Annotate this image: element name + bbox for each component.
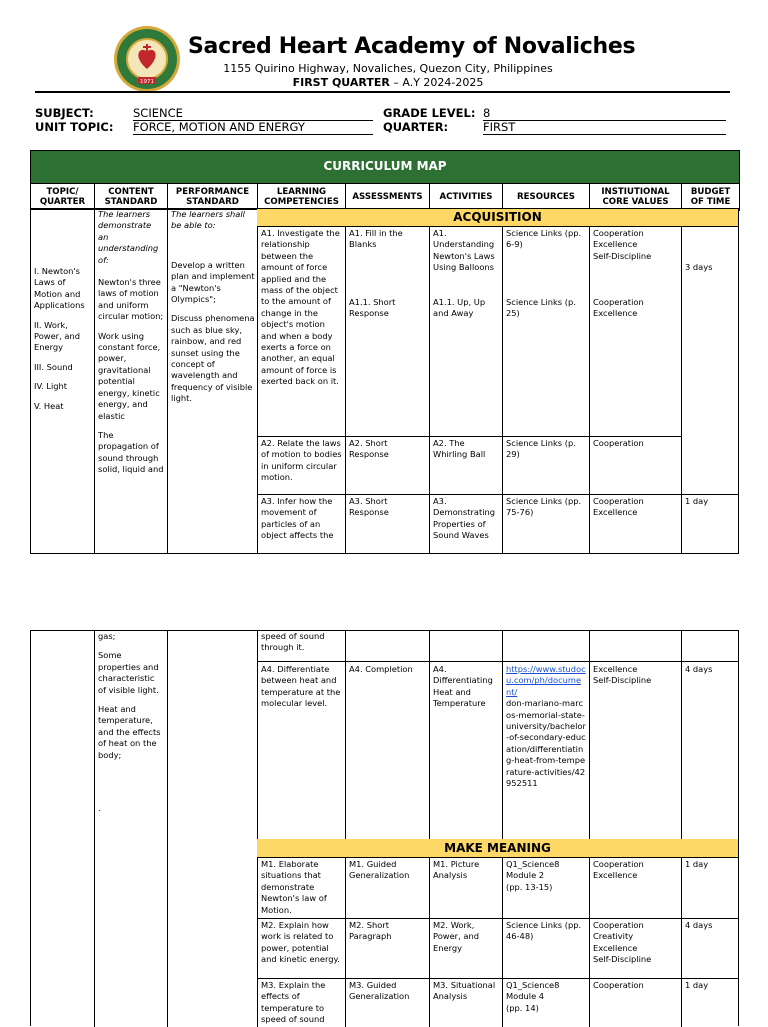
quarter-value: FIRST	[483, 120, 726, 135]
resource-a3: Science Links (pp. 75-76)	[506, 496, 582, 518]
core-values-a3: Cooperation Excellence	[593, 496, 644, 518]
unit-topic-label: UNIT TOPIC:	[35, 120, 114, 134]
resource-a1: Science Links (pp. 6-9)	[506, 228, 582, 250]
core-values-m1: Cooperation Excellence	[593, 859, 644, 881]
subject-value: SCIENCE	[133, 106, 373, 121]
budget-a1: 3 days	[685, 262, 713, 272]
performance-standard-intro: The learners shall be able to:	[171, 209, 245, 231]
core-values-m2: Cooperation Creativity Excellence Self-Discipline	[593, 920, 652, 965]
budget-a3: 1 day	[685, 496, 709, 506]
activity-a4: A4. Differentiating Heat and Temperature	[433, 664, 493, 709]
assessment-a3: A3. Short Response	[349, 496, 389, 518]
core-values-a4: Excellence Self-Discipline	[593, 664, 652, 686]
col-header-content-standard: CONTENT STANDARD	[95, 184, 168, 210]
activity-m3: M3. Situational Analysis	[433, 980, 496, 1002]
quarter-label: QUARTER:	[383, 120, 449, 134]
topic-item: I. Newton's Laws of Motion and Applications	[34, 266, 85, 311]
budget-a4: 4 days	[685, 664, 713, 674]
col-header-resources: RESOURCES	[503, 184, 590, 210]
content-standard	[98, 209, 164, 484]
assessment-a1-1: A1.1. Short Response	[349, 297, 396, 319]
assessment-m3: M3. Guided Generalization	[349, 980, 410, 1002]
topic-item: II. Work, Power, and Energy	[34, 319, 80, 353]
resource-m1: Q1_Science8 Module 2 (pp. 13-15)	[506, 859, 560, 892]
competency-a2: A2. Relate the laws of motion to bodies in uniform circular motion.	[261, 438, 342, 483]
content-standard-item: Heat and temperature, and the effects of heat on the body;	[98, 704, 161, 760]
grade-level-value: 8	[483, 106, 726, 121]
assessment-a2: A2. Short Response	[349, 438, 389, 460]
topic-list	[34, 266, 92, 420]
curriculum-map-table-page1	[30, 150, 740, 210]
core-values-m3: Cooperation	[593, 980, 644, 990]
topic-item: III. Sound	[34, 361, 73, 372]
col-header-budget: BUDGET OF TIME	[682, 184, 740, 210]
activity-a2: A2. The Whirling Ball	[433, 438, 486, 460]
resource-a2: Science Links (p. 29)	[506, 438, 576, 460]
page2-body	[30, 630, 739, 1026]
svg-text:1971: 1971	[140, 79, 154, 85]
competency-a3-continued: speed of sound through it.	[261, 631, 325, 653]
resource-m3: Q1_Science8 Module 4 (pp. 14)	[506, 980, 560, 1013]
curriculum-map-title: CURRICULUM MAP	[31, 151, 740, 184]
topic-item: V. Heat	[34, 400, 64, 411]
resource-m2: Science Links (pp. 46-48)	[506, 920, 582, 942]
col-header-assessments: ASSESSMENTS	[346, 184, 430, 210]
assessment-m1: M1. Guided Generalization	[349, 859, 410, 881]
assessment-a4: A4. Completion	[349, 664, 413, 674]
content-standard-item: Newton's three laws of motion and uniform circular motion;	[98, 277, 164, 322]
section-acquisition: ACQUISITION	[257, 209, 738, 227]
activity-a3: A3. Demonstrating Properties of Sound Waves	[433, 496, 496, 541]
core-values-a1: Cooperation Excellence Self-Discipline	[593, 228, 652, 261]
performance-standard-item: Discuss phenomena such as blue sky, rainbow, and red sunset using the concept of wavelength and frequency of visible light.	[171, 313, 255, 404]
competency-a1: A1. Investigate the relationship between the amount of force applied and the mass of the object to the amount of change in the object's motion and when a body exerts a force on another, an equal amount of force is exerted back on it.	[261, 228, 340, 387]
resource-a4-text: don-mariano-marcos-memorial-state-university/bachelor-of-secondary-education/differentiating-heat-from-temperature-activities/42952511	[506, 698, 586, 789]
core-values-a1-1: Cooperation Excellence	[593, 297, 644, 319]
budget-m2: 4 days	[685, 920, 713, 930]
budget-m1: 1 day	[685, 859, 709, 869]
competency-m2: M2. Explain how work is related to power, potential and kinetic energy.	[261, 920, 340, 965]
performance-standard	[171, 209, 255, 413]
content-standard-item: Work using constant force, power, gravitational potential energy, kinetic energy, and elastic	[98, 330, 161, 421]
col-header-activities: ACTIVITIES	[430, 184, 503, 210]
resource-a4	[506, 664, 586, 789]
col-header-learning-competencies: LEARNING COMPETENCIES	[258, 184, 346, 210]
unit-topic-value: FORCE, MOTION AND ENERGY	[133, 120, 373, 135]
page1-body	[30, 208, 739, 554]
content-standard-intro: The learners demonstrate an understanding of:	[98, 209, 159, 265]
assessment-a1: A1. Fill in the Blanks	[349, 228, 403, 250]
activity-a1-1: A1.1. Up, Up and Away	[433, 297, 486, 319]
content-standard-continued	[98, 631, 164, 822]
resource-a1-1: Science Links (p. 25)	[506, 297, 576, 319]
performance-standard-item: Develop a written plan and implement a "Newton's Olympics";	[171, 259, 255, 305]
resource-a4-link[interactable]: https://www.studocu.com/ph/document/	[506, 664, 586, 697]
budget-m3: 1 day	[685, 980, 709, 990]
col-header-topic: TOPIC/ QUARTER	[31, 184, 95, 210]
competency-m3: M3. Explain the effects of temperature to speed of sound	[261, 980, 326, 1025]
header-divider	[35, 91, 730, 93]
competency-m1: M1. Elaborate situations that demonstrate Newton's law of Motion.	[261, 859, 327, 915]
assessment-m2: M2. Short Paragraph	[349, 920, 392, 942]
subject-label: SUBJECT:	[35, 106, 94, 120]
competency-a3: A3. Infer how the movement of particles of an object affects the	[261, 496, 334, 541]
competency-a4: A4. Differentiate between heat and temperature at the molecular level.	[261, 664, 341, 709]
quarter-line: FIRST QUARTER – A.Y 2024-2025	[292, 76, 484, 89]
content-standard-item: .	[98, 803, 101, 814]
activity-m1: M1. Picture Analysis	[433, 859, 480, 881]
content-standard-item: The propagation of sound through solid, liquid and	[98, 429, 164, 475]
content-standard-item: Some properties and characteristic of visible light.	[98, 650, 159, 695]
activity-m2: M2. Work, Power, and Energy	[433, 920, 479, 953]
school-address: 1155 Quirino Highway, Novaliches, Quezon City, Philippines	[223, 62, 553, 75]
content-standard-item: gas;	[98, 631, 116, 641]
col-header-performance-standard: PERFORMANCE STANDARD	[168, 184, 258, 210]
col-header-core-values: INSTIUTIONAL CORE VALUES	[590, 184, 682, 210]
activity-a1: A1. Understanding Newton's Laws Using Balloons	[433, 228, 495, 273]
core-values-a2: Cooperation	[593, 438, 644, 448]
topic-item: IV. Light	[34, 381, 68, 392]
school-name: Sacred Heart Academy of Novaliches	[188, 34, 636, 59]
school-seal-logo	[113, 25, 181, 93]
section-make-meaning: MAKE MEANING	[257, 839, 738, 858]
grade-level-label: GRADE LEVEL:	[383, 106, 476, 120]
